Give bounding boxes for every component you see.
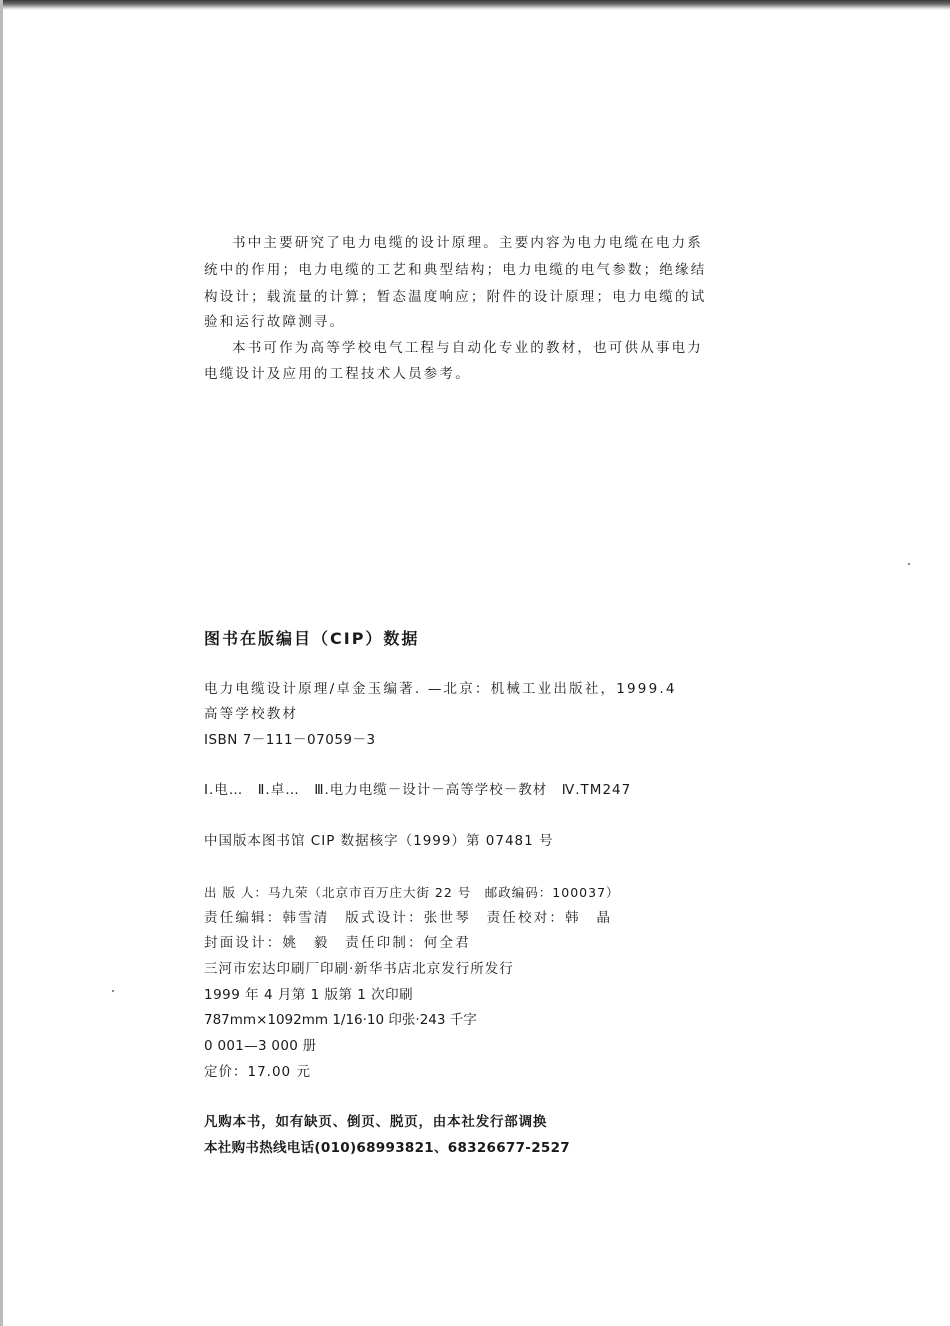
imprint-line: 三河市宏达印刷厂印刷·新华书店北京发行所发行: [204, 961, 514, 977]
imprint-line: 0 001—3 000 册: [204, 1038, 317, 1054]
cip-entry: 电力电缆设计原理/卓金玉编著. —北京：机械工业出版社，1999.4: [204, 681, 677, 697]
imprint-line: 1999 年 4 月第 1 版第 1 次印刷: [204, 987, 414, 1003]
scan-speck: [908, 563, 910, 565]
notice-line: 本社购书热线电话(010)68993821、68326677-2527: [204, 1140, 570, 1156]
summary-line: 统中的作用；电力电缆的工艺和典型结构；电力电缆的电气参数；绝缘结: [204, 262, 707, 278]
scan-speck: [112, 990, 114, 992]
scan-border-top: [0, 0, 950, 10]
summary-line: 书中主要研究了电力电缆的设计原理。主要内容为电力电缆在电力系: [232, 235, 703, 251]
cip-title: 图书在版编目（CIP）数据: [204, 629, 420, 648]
imprint-line: 封面设计：姚 毅 责任印制：何全君: [204, 935, 471, 951]
notice-line: 凡购本书，如有缺页、倒页、脱页，由本社发行部调换: [204, 1114, 548, 1130]
summary-line: 验和运行故障测寻。: [204, 314, 346, 330]
scan-border-left: [0, 0, 3, 1326]
summary-line: 电缆设计及应用的工程技术人员参考。: [204, 366, 471, 382]
cip-record: 中国版本图书馆 CIP 数据核字（1999）第 07481 号: [204, 833, 554, 849]
summary-line: 构设计；载流量的计算；暂态温度响应；附件的设计原理；电力电缆的试: [204, 289, 707, 305]
imprint-line: 出 版 人：马九荣（北京市百万庄大街 22 号 邮政编码：100037）: [204, 885, 620, 900]
imprint-line: 责任编辑：韩雪清 版式设计：张世琴 责任校对：韩 晶: [204, 910, 613, 926]
cip-series: 高等学校教材: [204, 706, 299, 722]
cip-subjects: Ⅰ.电… Ⅱ.卓… Ⅲ.电力电缆－设计－高等学校－教材 Ⅳ.TM247: [204, 782, 632, 798]
imprint-line: 定价：17.00 元: [204, 1064, 311, 1080]
imprint-line: 787mm×1092mm 1/16·10 印张·243 千字: [204, 1012, 477, 1028]
summary-line: 本书可作为高等学校电气工程与自动化专业的教材，也可供从事电力: [232, 340, 703, 356]
cip-isbn: ISBN 7－111－07059－3: [204, 732, 376, 748]
